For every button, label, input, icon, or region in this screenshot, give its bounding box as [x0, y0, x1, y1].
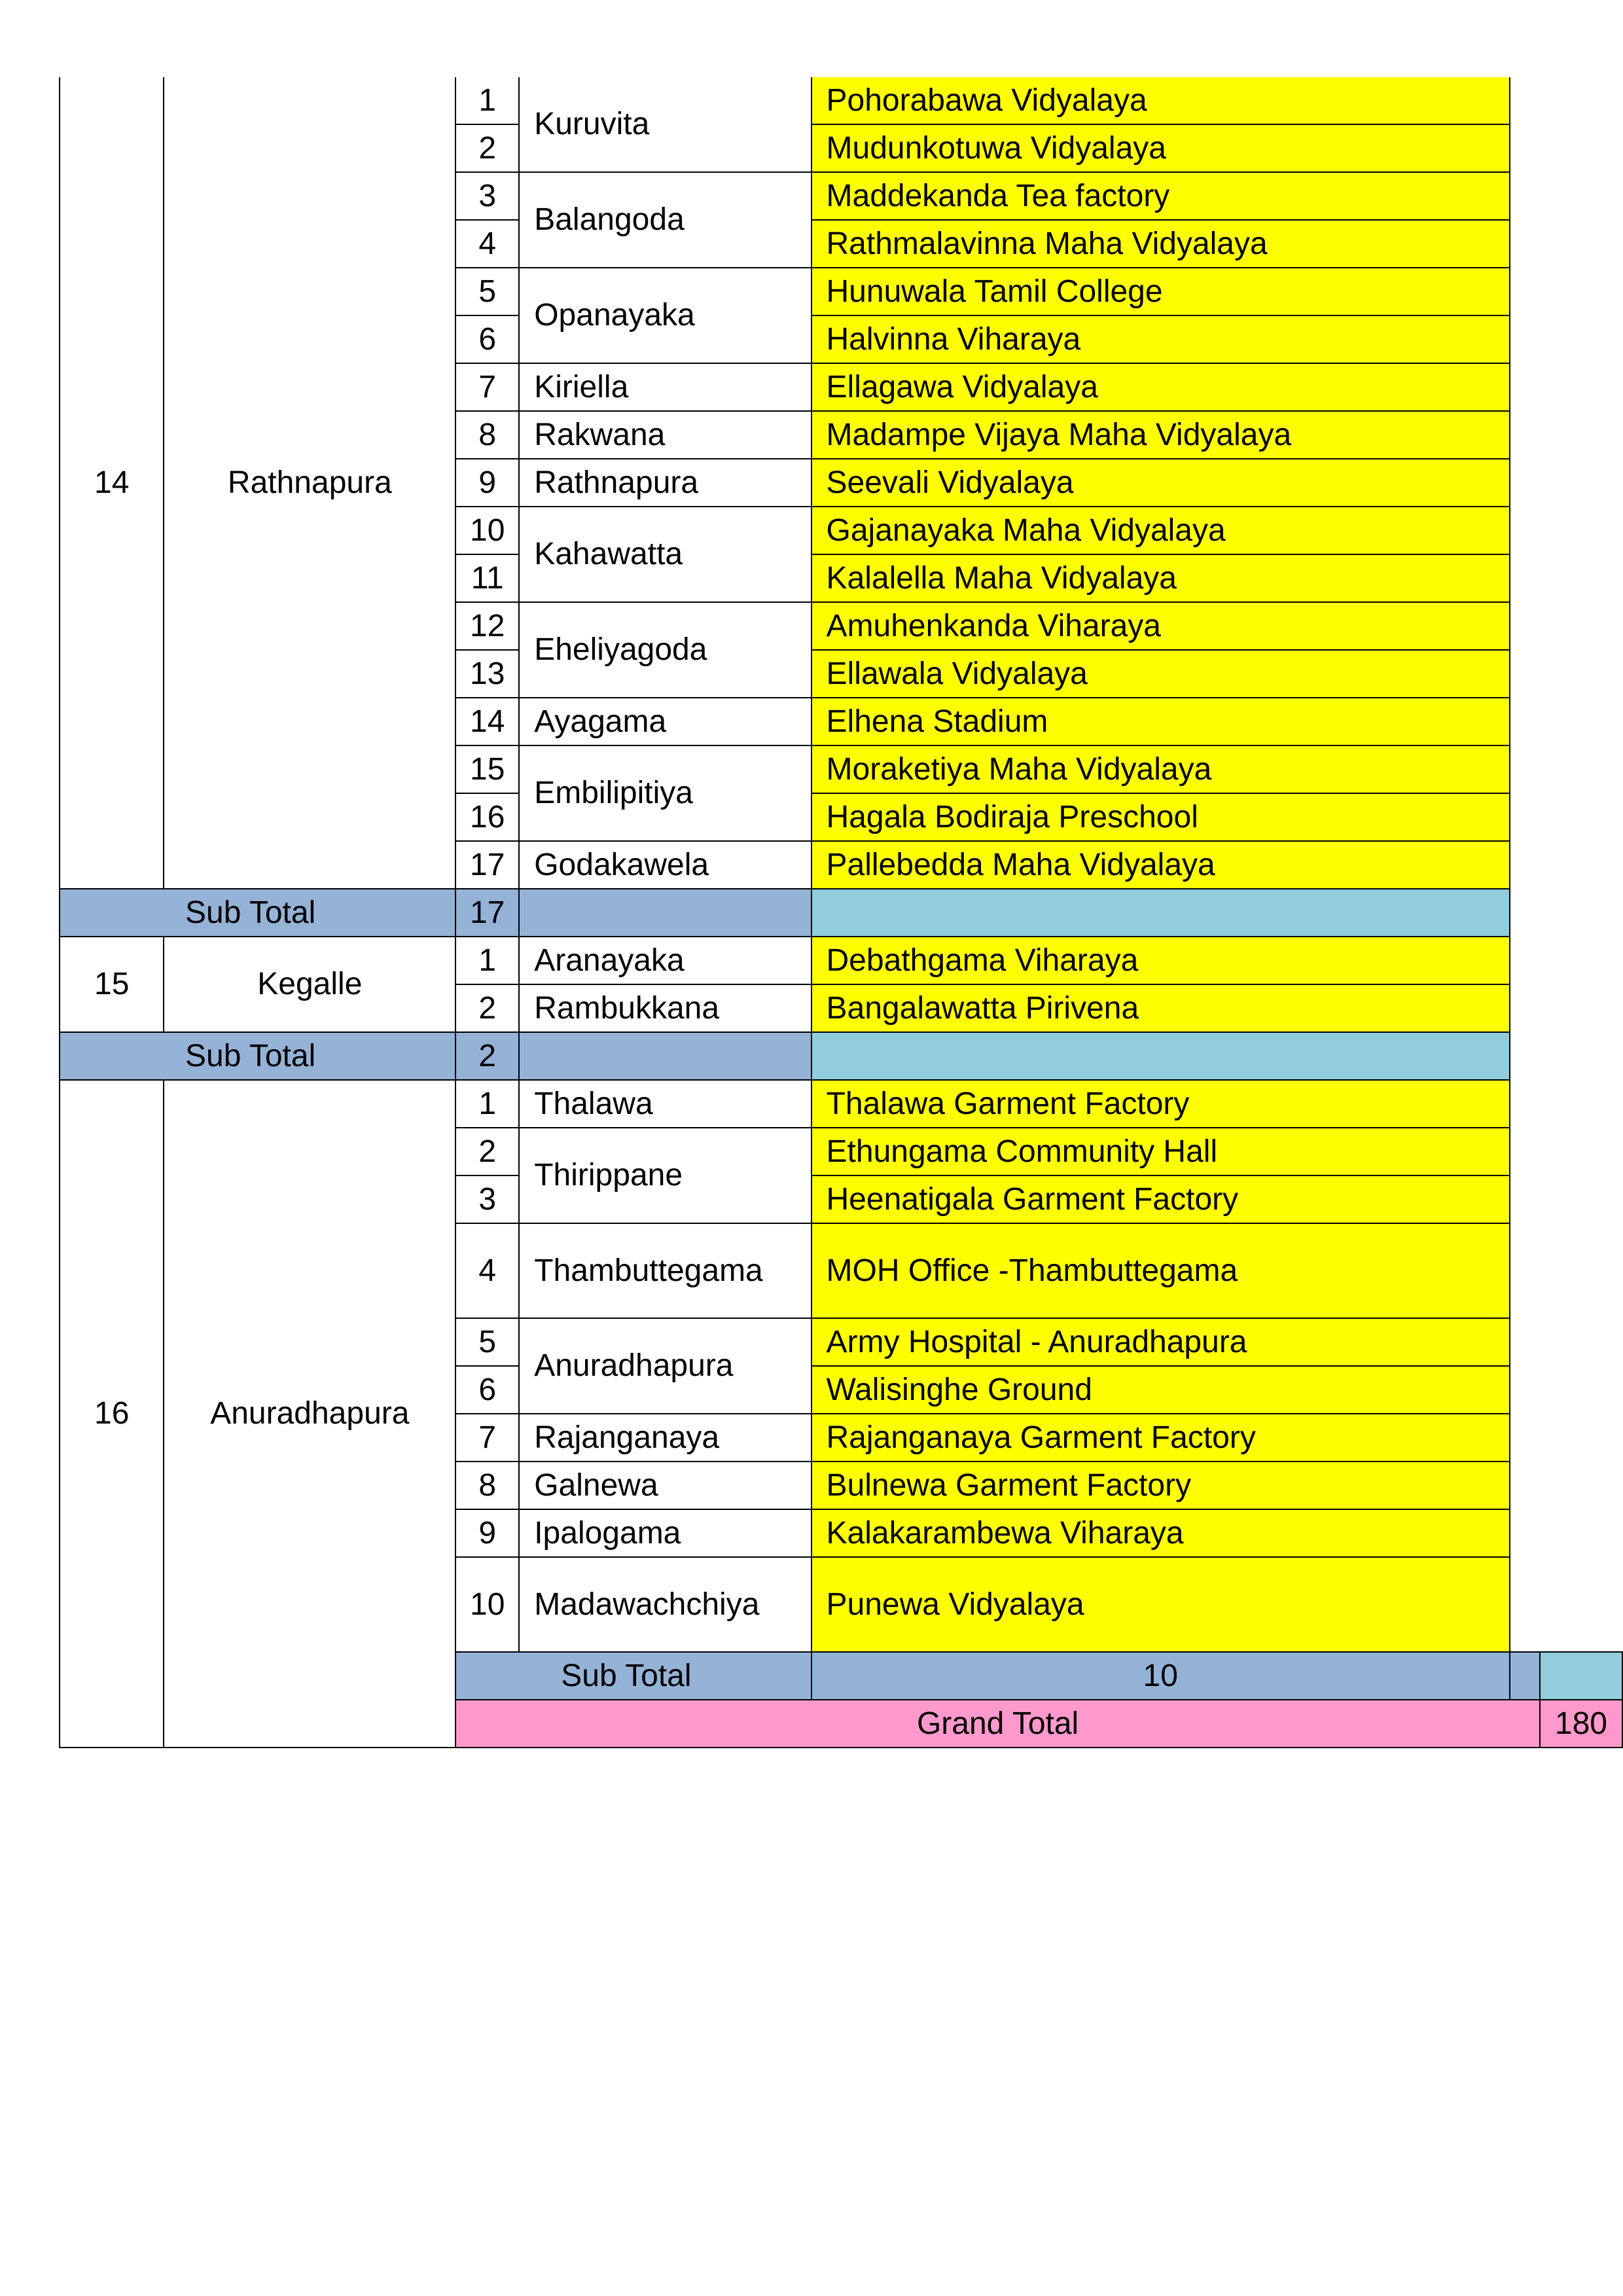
table-row	[60, 1080, 1622, 1128]
center-location: Punewa Vidyalaya	[812, 1557, 1510, 1652]
center-location: Heenatigala Garment Factory	[812, 1175, 1510, 1223]
center-location: Rathmalavinna Maha Vidyalaya	[812, 220, 1510, 268]
center-location: Kalakarambewa Viharaya	[812, 1509, 1510, 1557]
row-number: 7	[455, 363, 519, 411]
center-location: Hunuwala Tamil College	[812, 268, 1510, 315]
row-number: 6	[455, 315, 519, 363]
row-number: 5	[455, 268, 519, 315]
sub-total-row	[60, 889, 1622, 937]
moh-area: Opanayaka	[519, 268, 811, 363]
row-number: 10	[455, 1557, 519, 1652]
row-number: 13	[455, 650, 519, 698]
center-location: Pohorabawa Vidyalaya	[812, 77, 1510, 124]
moh-area: Rathnapura	[519, 459, 811, 507]
row-number: 1	[455, 77, 519, 124]
row-number: 3	[455, 172, 519, 220]
moh-area: Aranayaka	[519, 937, 811, 984]
center-location: Ethungama Community Hall	[812, 1128, 1510, 1175]
moh-area: Thirippane	[519, 1128, 811, 1223]
row-number: 2	[455, 984, 519, 1032]
row-number: 8	[455, 411, 519, 459]
moh-area: Godakawela	[519, 841, 811, 889]
moh-area: Thambuttegama	[519, 1223, 811, 1318]
moh-area: Balangoda	[519, 172, 811, 268]
moh-area: Rajanganaya	[519, 1414, 811, 1462]
row-number: 8	[455, 1462, 519, 1509]
moh-area: Kiriella	[519, 363, 811, 411]
sub-total-blank	[519, 889, 811, 937]
center-location: Maddekanda Tea factory	[812, 172, 1510, 220]
center-location: Halvinna Viharaya	[812, 315, 1510, 363]
sub-total-blank	[519, 1032, 811, 1080]
center-location: Kalalella Maha Vidyalaya	[812, 554, 1510, 602]
row-number: 17	[455, 841, 519, 889]
row-number: 12	[455, 602, 519, 650]
center-location: Ellagawa Vidyalaya	[812, 363, 1510, 411]
center-location: Bangalawatta Pirivena	[812, 984, 1510, 1032]
district-name: Rathnapura	[164, 77, 455, 889]
sub-total-value: 17	[455, 889, 519, 937]
district-name: Kegalle	[164, 937, 455, 1032]
grand-total-value: 180	[1540, 1700, 1622, 1748]
center-location: Moraketiya Maha Vidyalaya	[812, 745, 1510, 793]
sub-total-label: Sub Total	[60, 889, 455, 937]
sub-total-label: Sub Total	[60, 1032, 455, 1080]
moh-area: Rambukkana	[519, 984, 811, 1032]
moh-area: Kahawatta	[519, 507, 811, 602]
moh-area: Thalawa	[519, 1080, 811, 1128]
sub-total-blank	[1540, 1652, 1622, 1700]
row-number: 7	[455, 1414, 519, 1462]
moh-area: Ipalogama	[519, 1509, 811, 1557]
row-number: 6	[455, 1366, 519, 1414]
table-row	[60, 937, 1622, 984]
center-location: Walisinghe Ground	[812, 1366, 1510, 1414]
row-number: 9	[455, 459, 519, 507]
center-location: Pallebedda Maha Vidyalaya	[812, 841, 1510, 889]
row-number: 4	[455, 1223, 519, 1318]
center-location: Thalawa Garment Factory	[812, 1080, 1510, 1128]
row-number: 3	[455, 1175, 519, 1223]
moh-area: Madawachchiya	[519, 1557, 811, 1652]
moh-area: Anuradhapura	[519, 1318, 811, 1414]
row-number: 14	[455, 698, 519, 745]
center-location: Mudunkotuwa Vidyalaya	[812, 124, 1510, 172]
moh-area: Embilipitiya	[519, 745, 811, 841]
sub-total-blank	[812, 1032, 1510, 1080]
center-location: Seevali Vidyalaya	[812, 459, 1510, 507]
row-number: 5	[455, 1318, 519, 1366]
row-number: 15	[455, 745, 519, 793]
row-number: 1	[455, 1080, 519, 1128]
sub-total-row	[60, 1032, 1622, 1080]
row-number: 10	[455, 507, 519, 554]
moh-area: Kuruvita	[519, 77, 811, 172]
moh-area: Ayagama	[519, 698, 811, 745]
center-location: Amuhenkanda Viharaya	[812, 602, 1510, 650]
center-location: Madampe Vijaya Maha Vidyalaya	[812, 411, 1510, 459]
row-number: 16	[455, 793, 519, 841]
table-row	[60, 77, 1622, 124]
row-number: 11	[455, 554, 519, 602]
sub-total-label: Sub Total	[455, 1652, 811, 1700]
row-number: 4	[455, 220, 519, 268]
moh-area: Eheliyagoda	[519, 602, 811, 698]
vaccination-centers-table	[59, 77, 1623, 1748]
grand-total-label: Grand Total	[455, 1700, 1540, 1748]
center-location: Hagala Bodiraja Preschool	[812, 793, 1510, 841]
district-name: Anuradhapura	[164, 1080, 455, 1748]
center-location: MOH Office -Thambuttegama	[812, 1223, 1510, 1318]
center-location: Elhena Stadium	[812, 698, 1510, 745]
moh-area: Galnewa	[519, 1462, 811, 1509]
sub-total-blank	[812, 889, 1510, 937]
center-location: Bulnewa Garment Factory	[812, 1462, 1510, 1509]
center-location: Ellawala Vidyalaya	[812, 650, 1510, 698]
center-location: Rajanganaya Garment Factory	[812, 1414, 1510, 1462]
sub-total-value: 2	[455, 1032, 519, 1080]
sub-total-value: 10	[812, 1652, 1510, 1700]
district-number: 15	[60, 937, 164, 1032]
row-number: 2	[455, 1128, 519, 1175]
row-number: 9	[455, 1509, 519, 1557]
row-number: 1	[455, 937, 519, 984]
row-number: 2	[455, 124, 519, 172]
center-location: Debathgama Viharaya	[812, 937, 1510, 984]
district-number: 16	[60, 1080, 164, 1748]
center-location: Army Hospital - Anuradhapura	[812, 1318, 1510, 1366]
moh-area: Rakwana	[519, 411, 811, 459]
center-location: Gajanayaka Maha Vidyalaya	[812, 507, 1510, 554]
district-number: 14	[60, 77, 164, 889]
sub-total-blank	[1510, 1652, 1540, 1700]
